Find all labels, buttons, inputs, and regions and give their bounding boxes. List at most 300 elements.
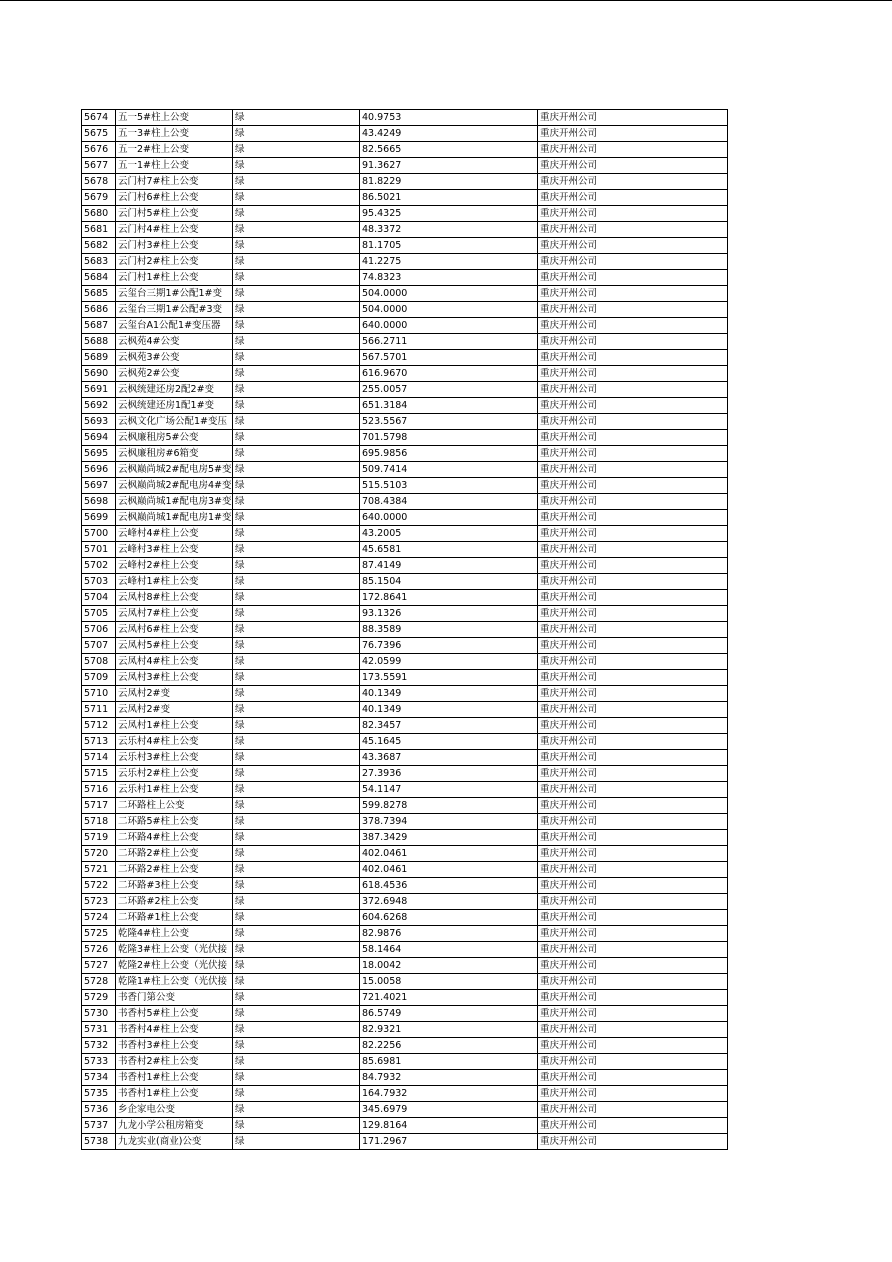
row-id-cell: 5724	[82, 910, 116, 926]
table-row	[82, 142, 728, 158]
table-row	[82, 686, 728, 702]
status-cell: 绿	[233, 1134, 360, 1150]
transformer-name-cell: 云凤村6#柱上公变	[116, 622, 233, 638]
row-id-cell: 5732	[82, 1038, 116, 1054]
table-row	[82, 254, 728, 270]
company-cell: 重庆开州公司	[538, 158, 728, 174]
row-id-cell: 5717	[82, 798, 116, 814]
value-cell: 76.7396	[360, 638, 538, 654]
status-cell: 绿	[233, 1054, 360, 1070]
table-row	[82, 974, 728, 990]
value-cell: 523.5567	[360, 414, 538, 430]
table-row	[82, 654, 728, 670]
table-row	[82, 1054, 728, 1070]
table-body	[82, 110, 728, 1150]
row-id-cell: 5716	[82, 782, 116, 798]
table-row	[82, 542, 728, 558]
row-id-cell: 5687	[82, 318, 116, 334]
status-cell: 绿	[233, 110, 360, 126]
status-cell: 绿	[233, 958, 360, 974]
status-cell: 绿	[233, 318, 360, 334]
transformer-name-cell: 二环路4#柱上公变	[116, 830, 233, 846]
row-id-cell: 5707	[82, 638, 116, 654]
status-cell: 绿	[233, 926, 360, 942]
value-cell: 255.0057	[360, 382, 538, 398]
transformer-name-cell: 云峰村2#柱上公变	[116, 558, 233, 574]
row-id-cell: 5700	[82, 526, 116, 542]
company-cell: 重庆开州公司	[538, 798, 728, 814]
table-row	[82, 1070, 728, 1086]
company-cell: 重庆开州公司	[538, 878, 728, 894]
status-cell: 绿	[233, 670, 360, 686]
row-id-cell: 5689	[82, 350, 116, 366]
status-cell: 绿	[233, 1118, 360, 1134]
status-cell: 绿	[233, 990, 360, 1006]
status-cell: 绿	[233, 654, 360, 670]
company-cell: 重庆开州公司	[538, 910, 728, 926]
value-cell: 566.2711	[360, 334, 538, 350]
transformer-name-cell: 书香门第公变	[116, 990, 233, 1006]
company-cell: 重庆开州公司	[538, 1086, 728, 1102]
row-id-cell: 5685	[82, 286, 116, 302]
status-cell: 绿	[233, 126, 360, 142]
value-cell: 82.9876	[360, 926, 538, 942]
row-id-cell: 5711	[82, 702, 116, 718]
value-cell: 599.8278	[360, 798, 538, 814]
value-cell: 74.8323	[360, 270, 538, 286]
value-cell: 171.2967	[360, 1134, 538, 1150]
table-row	[82, 126, 728, 142]
transformer-name-cell: 云乐村2#柱上公变	[116, 766, 233, 782]
value-cell: 721.4021	[360, 990, 538, 1006]
table-row	[82, 526, 728, 542]
table-row	[82, 270, 728, 286]
company-cell: 重庆开州公司	[538, 126, 728, 142]
table-row	[82, 638, 728, 654]
transformer-name-cell: 书香村4#柱上公变	[116, 1022, 233, 1038]
transformer-name-cell: 云玺台三期1#公配#3变	[116, 302, 233, 318]
row-id-cell: 5682	[82, 238, 116, 254]
company-cell: 重庆开州公司	[538, 206, 728, 222]
company-cell: 重庆开州公司	[538, 542, 728, 558]
value-cell: 509.7414	[360, 462, 538, 478]
transformer-name-cell: 云枫廉租房#6箱变	[116, 446, 233, 462]
transformer-name-cell: 二环路#2柱上公变	[116, 894, 233, 910]
status-cell: 绿	[233, 414, 360, 430]
company-cell: 重庆开州公司	[538, 110, 728, 126]
transformer-name-cell: 云凤村5#柱上公变	[116, 638, 233, 654]
value-cell: 640.0000	[360, 510, 538, 526]
company-cell: 重庆开州公司	[538, 1070, 728, 1086]
company-cell: 重庆开州公司	[538, 686, 728, 702]
company-cell: 重庆开州公司	[538, 926, 728, 942]
status-cell: 绿	[233, 302, 360, 318]
status-cell: 绿	[233, 590, 360, 606]
status-cell: 绿	[233, 702, 360, 718]
company-cell: 重庆开州公司	[538, 990, 728, 1006]
row-id-cell: 5680	[82, 206, 116, 222]
row-id-cell: 5703	[82, 574, 116, 590]
row-id-cell: 5726	[82, 942, 116, 958]
value-cell: 345.6979	[360, 1102, 538, 1118]
value-cell: 27.3936	[360, 766, 538, 782]
transformer-name-cell: 九龙实业(商业)公变	[116, 1134, 233, 1150]
row-id-cell: 5679	[82, 190, 116, 206]
row-id-cell: 5674	[82, 110, 116, 126]
status-cell: 绿	[233, 286, 360, 302]
row-id-cell: 5695	[82, 446, 116, 462]
transformer-name-cell: 云乐村4#柱上公变	[116, 734, 233, 750]
value-cell: 15.0058	[360, 974, 538, 990]
status-cell: 绿	[233, 766, 360, 782]
status-cell: 绿	[233, 798, 360, 814]
company-cell: 重庆开州公司	[538, 670, 728, 686]
table-row	[82, 238, 728, 254]
table-row	[82, 798, 728, 814]
table-row	[82, 510, 728, 526]
company-cell: 重庆开州公司	[538, 494, 728, 510]
row-id-cell: 5676	[82, 142, 116, 158]
transformer-name-cell: 乾隆1#柱上公变（光伏接	[116, 974, 233, 990]
row-id-cell: 5718	[82, 814, 116, 830]
value-cell: 618.4536	[360, 878, 538, 894]
transformer-name-cell: 云凤村1#柱上公变	[116, 718, 233, 734]
company-cell: 重庆开州公司	[538, 270, 728, 286]
table-row	[82, 702, 728, 718]
status-cell: 绿	[233, 542, 360, 558]
transformer-name-cell: 二环路#3柱上公变	[116, 878, 233, 894]
company-cell: 重庆开州公司	[538, 830, 728, 846]
table-row	[82, 990, 728, 1006]
value-cell: 84.7932	[360, 1070, 538, 1086]
table-row	[82, 446, 728, 462]
transformer-name-cell: 五一2#柱上公变	[116, 142, 233, 158]
value-cell: 48.3372	[360, 222, 538, 238]
status-cell: 绿	[233, 558, 360, 574]
transformer-name-cell: 云枫廉租房5#公变	[116, 430, 233, 446]
value-cell: 651.3184	[360, 398, 538, 414]
value-cell: 43.4249	[360, 126, 538, 142]
transformer-name-cell: 云枫文化广场公配1#变压	[116, 414, 233, 430]
row-id-cell: 5735	[82, 1086, 116, 1102]
company-cell: 重庆开州公司	[538, 638, 728, 654]
value-cell: 402.0461	[360, 846, 538, 862]
company-cell: 重庆开州公司	[538, 622, 728, 638]
transformer-name-cell: 云乐村3#柱上公变	[116, 750, 233, 766]
company-cell: 重庆开州公司	[538, 462, 728, 478]
company-cell: 重庆开州公司	[538, 894, 728, 910]
company-cell: 重庆开州公司	[538, 222, 728, 238]
value-cell: 45.1645	[360, 734, 538, 750]
table-row	[82, 222, 728, 238]
value-cell: 567.5701	[360, 350, 538, 366]
value-cell: 82.2256	[360, 1038, 538, 1054]
transformer-name-cell: 云门村1#柱上公变	[116, 270, 233, 286]
table-row	[82, 1134, 728, 1150]
transformer-name-cell: 云凤村2#变	[116, 702, 233, 718]
table-row	[82, 574, 728, 590]
value-cell: 172.8641	[360, 590, 538, 606]
status-cell: 绿	[233, 782, 360, 798]
status-cell: 绿	[233, 446, 360, 462]
row-id-cell: 5681	[82, 222, 116, 238]
transformer-name-cell: 云门村4#柱上公变	[116, 222, 233, 238]
status-cell: 绿	[233, 190, 360, 206]
company-cell: 重庆开州公司	[538, 1038, 728, 1054]
company-cell: 重庆开州公司	[538, 398, 728, 414]
row-id-cell: 5731	[82, 1022, 116, 1038]
transformer-name-cell: 云凤村7#柱上公变	[116, 606, 233, 622]
company-cell: 重庆开州公司	[538, 174, 728, 190]
value-cell: 58.1464	[360, 942, 538, 958]
status-cell: 绿	[233, 1038, 360, 1054]
status-cell: 绿	[233, 334, 360, 350]
transformer-name-cell: 九龙小学公租房箱变	[116, 1118, 233, 1134]
value-cell: 88.3589	[360, 622, 538, 638]
row-id-cell: 5713	[82, 734, 116, 750]
row-id-cell: 5729	[82, 990, 116, 1006]
value-cell: 95.4325	[360, 206, 538, 222]
company-cell: 重庆开州公司	[538, 766, 728, 782]
transformer-name-cell: 二环路2#柱上公变	[116, 862, 233, 878]
value-cell: 616.9670	[360, 366, 538, 382]
transformer-name-cell: 书香村3#柱上公变	[116, 1038, 233, 1054]
table-row	[82, 1118, 728, 1134]
table-row	[82, 158, 728, 174]
company-cell: 重庆开州公司	[538, 414, 728, 430]
row-id-cell: 5723	[82, 894, 116, 910]
status-cell: 绿	[233, 862, 360, 878]
transformer-name-cell: 云凤村8#柱上公变	[116, 590, 233, 606]
transformer-name-cell: 云枫巅尚城1#配电房1#变	[116, 510, 233, 526]
transformer-name-cell: 五一3#柱上公变	[116, 126, 233, 142]
status-cell: 绿	[233, 942, 360, 958]
status-cell: 绿	[233, 814, 360, 830]
table-row	[82, 398, 728, 414]
transformer-name-cell: 云峰村1#柱上公变	[116, 574, 233, 590]
row-id-cell: 5709	[82, 670, 116, 686]
transformer-name-cell: 云乐村1#柱上公变	[116, 782, 233, 798]
status-cell: 绿	[233, 846, 360, 862]
row-id-cell: 5727	[82, 958, 116, 974]
status-cell: 绿	[233, 718, 360, 734]
company-cell: 重庆开州公司	[538, 430, 728, 446]
company-cell: 重庆开州公司	[538, 1054, 728, 1070]
value-cell: 173.5591	[360, 670, 538, 686]
table-row	[82, 590, 728, 606]
value-cell: 43.2005	[360, 526, 538, 542]
table-row	[82, 878, 728, 894]
row-id-cell: 5690	[82, 366, 116, 382]
transformer-name-cell: 二环路#1柱上公变	[116, 910, 233, 926]
company-cell: 重庆开州公司	[538, 750, 728, 766]
table-row	[82, 606, 728, 622]
row-id-cell: 5736	[82, 1102, 116, 1118]
value-cell: 43.3687	[360, 750, 538, 766]
status-cell: 绿	[233, 1022, 360, 1038]
table-row	[82, 958, 728, 974]
table-row	[82, 782, 728, 798]
row-id-cell: 5678	[82, 174, 116, 190]
transformer-name-cell: 云玺台三期1#公配1#变	[116, 286, 233, 302]
page-top-rule	[0, 0, 892, 1]
transformer-name-cell: 云峰村4#柱上公变	[116, 526, 233, 542]
transformer-name-cell: 乾隆4#柱上公变	[116, 926, 233, 942]
transformer-name-cell: 云门村5#柱上公变	[116, 206, 233, 222]
value-cell: 378.7394	[360, 814, 538, 830]
table-row	[82, 1102, 728, 1118]
table-row	[82, 1022, 728, 1038]
row-id-cell: 5704	[82, 590, 116, 606]
table-row	[82, 286, 728, 302]
row-id-cell: 5683	[82, 254, 116, 270]
row-id-cell: 5691	[82, 382, 116, 398]
company-cell: 重庆开州公司	[538, 142, 728, 158]
row-id-cell: 5684	[82, 270, 116, 286]
row-id-cell: 5677	[82, 158, 116, 174]
status-cell: 绿	[233, 222, 360, 238]
row-id-cell: 5702	[82, 558, 116, 574]
status-cell: 绿	[233, 1086, 360, 1102]
transformer-name-cell: 书香村5#柱上公变	[116, 1006, 233, 1022]
status-cell: 绿	[233, 622, 360, 638]
table-row	[82, 942, 728, 958]
row-id-cell: 5705	[82, 606, 116, 622]
table-row	[82, 622, 728, 638]
company-cell: 重庆开州公司	[538, 558, 728, 574]
status-cell: 绿	[233, 606, 360, 622]
table-row	[82, 926, 728, 942]
value-cell: 701.5798	[360, 430, 538, 446]
status-cell: 绿	[233, 1006, 360, 1022]
table-row	[82, 174, 728, 190]
transformer-name-cell: 书香村2#柱上公变	[116, 1054, 233, 1070]
table-row	[82, 718, 728, 734]
table-row	[82, 1006, 728, 1022]
table-row	[82, 846, 728, 862]
row-id-cell: 5706	[82, 622, 116, 638]
row-id-cell: 5734	[82, 1070, 116, 1086]
value-cell: 708.4384	[360, 494, 538, 510]
company-cell: 重庆开州公司	[538, 446, 728, 462]
table-row	[82, 814, 728, 830]
value-cell: 81.1705	[360, 238, 538, 254]
status-cell: 绿	[233, 1102, 360, 1118]
value-cell: 82.3457	[360, 718, 538, 734]
value-cell: 604.6268	[360, 910, 538, 926]
table-row	[82, 830, 728, 846]
status-cell: 绿	[233, 638, 360, 654]
table-row	[82, 478, 728, 494]
transformer-name-cell: 云门村6#柱上公变	[116, 190, 233, 206]
company-cell: 重庆开州公司	[538, 334, 728, 350]
company-cell: 重庆开州公司	[538, 654, 728, 670]
transformer-name-cell: 二环路2#柱上公变	[116, 846, 233, 862]
company-cell: 重庆开州公司	[538, 190, 728, 206]
row-id-cell: 5728	[82, 974, 116, 990]
data-table	[81, 109, 728, 1150]
table-row	[82, 206, 728, 222]
company-cell: 重庆开州公司	[538, 286, 728, 302]
status-cell: 绿	[233, 750, 360, 766]
value-cell: 640.0000	[360, 318, 538, 334]
company-cell: 重庆开州公司	[538, 734, 728, 750]
table-row	[82, 350, 728, 366]
row-id-cell: 5733	[82, 1054, 116, 1070]
table-row	[82, 494, 728, 510]
table-row	[82, 734, 728, 750]
status-cell: 绿	[233, 974, 360, 990]
value-cell: 402.0461	[360, 862, 538, 878]
table-row	[82, 750, 728, 766]
value-cell: 504.0000	[360, 286, 538, 302]
row-id-cell: 5738	[82, 1134, 116, 1150]
status-cell: 绿	[233, 366, 360, 382]
status-cell: 绿	[233, 270, 360, 286]
value-cell: 82.9321	[360, 1022, 538, 1038]
row-id-cell: 5688	[82, 334, 116, 350]
row-id-cell: 5692	[82, 398, 116, 414]
value-cell: 86.5021	[360, 190, 538, 206]
table-row	[82, 462, 728, 478]
value-cell: 41.2275	[360, 254, 538, 270]
company-cell: 重庆开州公司	[538, 782, 728, 798]
row-id-cell: 5722	[82, 878, 116, 894]
status-cell: 绿	[233, 238, 360, 254]
company-cell: 重庆开州公司	[538, 974, 728, 990]
company-cell: 重庆开州公司	[538, 382, 728, 398]
status-cell: 绿	[233, 910, 360, 926]
transformer-name-cell: 二环路柱上公变	[116, 798, 233, 814]
row-id-cell: 5696	[82, 462, 116, 478]
status-cell: 绿	[233, 350, 360, 366]
value-cell: 85.6981	[360, 1054, 538, 1070]
status-cell: 绿	[233, 398, 360, 414]
status-cell: 绿	[233, 1070, 360, 1086]
company-cell: 重庆开州公司	[538, 238, 728, 254]
value-cell: 86.5749	[360, 1006, 538, 1022]
status-cell: 绿	[233, 510, 360, 526]
status-cell: 绿	[233, 462, 360, 478]
row-id-cell: 5719	[82, 830, 116, 846]
value-cell: 164.7932	[360, 1086, 538, 1102]
status-cell: 绿	[233, 686, 360, 702]
company-cell: 重庆开州公司	[538, 702, 728, 718]
transformer-name-cell: 云枫统建还房2配2#变	[116, 382, 233, 398]
status-cell: 绿	[233, 382, 360, 398]
status-cell: 绿	[233, 878, 360, 894]
row-id-cell: 5720	[82, 846, 116, 862]
company-cell: 重庆开州公司	[538, 1118, 728, 1134]
value-cell: 82.5665	[360, 142, 538, 158]
transformer-name-cell: 云枫统建还房1配1#变	[116, 398, 233, 414]
status-cell: 绿	[233, 254, 360, 270]
row-id-cell: 5714	[82, 750, 116, 766]
row-id-cell: 5715	[82, 766, 116, 782]
transformer-name-cell: 乾隆2#柱上公变（光伏接	[116, 958, 233, 974]
company-cell: 重庆开州公司	[538, 478, 728, 494]
value-cell: 40.1349	[360, 702, 538, 718]
table-row	[82, 430, 728, 446]
row-id-cell: 5698	[82, 494, 116, 510]
company-cell: 重庆开州公司	[538, 254, 728, 270]
value-cell: 515.5103	[360, 478, 538, 494]
table-row	[82, 190, 728, 206]
row-id-cell: 5725	[82, 926, 116, 942]
value-cell: 42.0599	[360, 654, 538, 670]
status-cell: 绿	[233, 894, 360, 910]
value-cell: 372.6948	[360, 894, 538, 910]
